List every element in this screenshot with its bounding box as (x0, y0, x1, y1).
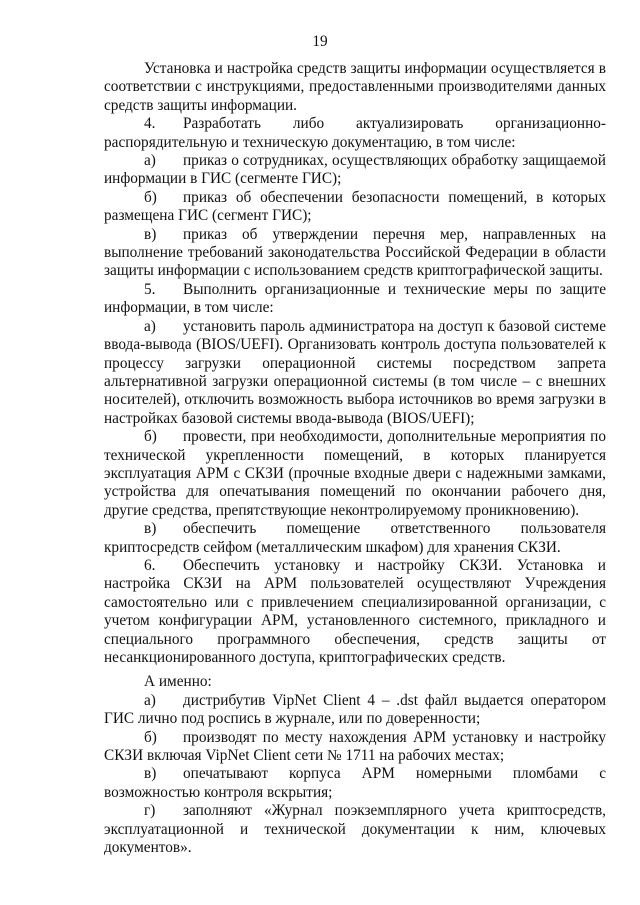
paragraph-text: обеспечить помещение ответственного пользователя криптосредств сейфом (металлическим шкафом) для хранения СКЗИ. (104, 520, 606, 556)
item-marker: а) (144, 152, 156, 170)
paragraph-text: Разработать либо актуализировать организационно-распорядительную и техническую документацию, в том числе: (104, 115, 606, 151)
item-marker: 6. (144, 556, 156, 574)
paragraph-item-4v (104, 226, 606, 281)
paragraph-item-5a (104, 318, 606, 428)
item-marker: б) (144, 428, 157, 446)
paragraph-text: приказ об утверждении перечня мер, направленных на выполнение требований законодательства Российской Федерации в области защиты информации с использованием средств криптографической защиты. (104, 225, 606, 280)
paragraph-item-6a (104, 692, 606, 729)
paragraph-text: опечатывают корпуса АРМ номерными пломбами с возможностью контроля вскрытия; (104, 765, 606, 801)
paragraph-item-6v (104, 765, 606, 802)
paragraph-text: производят по месту нахождения АРМ установку и настройку СКЗИ включая VipNet Client сети № 1711 на рабочих местах; (104, 728, 606, 765)
item-marker: б) (144, 728, 157, 746)
paragraph-text: А именно: (144, 673, 212, 691)
item-marker: 5. (144, 280, 156, 298)
item-marker: г) (144, 802, 156, 820)
paragraph-item-6b (104, 729, 606, 766)
document-body (104, 60, 606, 857)
paragraph-text: дистрибутив VipNet Client 4 – .dst файл выдается оператором ГИС лично под роспись в журнале, или по доверенности; (104, 691, 606, 728)
paragraph-item-6 (104, 557, 606, 667)
item-marker: в) (144, 225, 157, 243)
paragraph-item-4 (104, 115, 606, 152)
paragraph-intro (104, 60, 606, 115)
paragraph-namely (104, 673, 606, 691)
paragraph-item-4a (104, 152, 606, 189)
item-marker: 4. (144, 115, 156, 133)
paragraph-text: Установка и настройка средств защиты информации осуществляется в соответствии с инструкциями, предоставленными производителями данных средств защиты информации. (104, 60, 606, 114)
paragraph-text: Обеспечить установку и настройку СКЗИ. Установка и настройка СКЗИ на АРМ пользователей осуществляют Учреждения самостоятельно или с привлечением специализированной организации, с учетом конфигурации АРМ, установленного системного, прикладного и специального программного обеспечения, средств защиты от несанкционированного доступа, криптографических средств. (104, 556, 606, 666)
paragraph-item-5 (104, 281, 606, 318)
item-marker: б) (144, 188, 157, 206)
paragraph-item-6g (104, 802, 606, 857)
paragraph-item-5v (104, 520, 606, 557)
paragraph-item-4b (104, 189, 606, 226)
item-marker: в) (144, 765, 157, 783)
paragraph-text: Выполнить организационные и технические меры по защите информации, в том числе: (104, 280, 606, 317)
item-marker: а) (144, 317, 156, 335)
page-number: 19 (312, 33, 328, 50)
paragraph-text: приказ об обеспечении безопасности помещений, в которых размещена ГИС (сегмент ГИС); (104, 188, 606, 225)
item-marker: а) (144, 691, 156, 709)
paragraph-text: провести, при необходимости, дополнительные мероприятия по технической укрепленности помещений, в которых планируется эксплуатация АРМ с СКЗИ (прочные входные двери с надежными замками, устройства для опечатывания помещений по окончании рабочего дня, другие средства, препятствующие неконтролируемому проникновению). (104, 428, 606, 519)
paragraph-text: заполняют «Журнал поэкземплярного учета криптосредств, эксплуатационной и технической документации к ним, ключевых документов». (104, 802, 606, 857)
paragraph-item-5b (104, 428, 606, 520)
paragraph-text: установить пароль администратора на доступ к базовой системе ввода-вывода (BIOS/UEFI). Организовать контроль доступа пользователей к процессу загрузки операционной системы посредством запрета альтернативной загрузки операционной системы (в том числе – с внешних носителей), отключить возможность выбора источников во время загрузки в настройках базовой системы ввода-вывода (BIOS/UEFI); (104, 317, 606, 427)
paragraph-text: приказ о сотрудниках, осуществляющих обработку защищаемой информации в ГИС (сегменте ГИС); (104, 152, 606, 188)
item-marker: в) (144, 520, 157, 538)
